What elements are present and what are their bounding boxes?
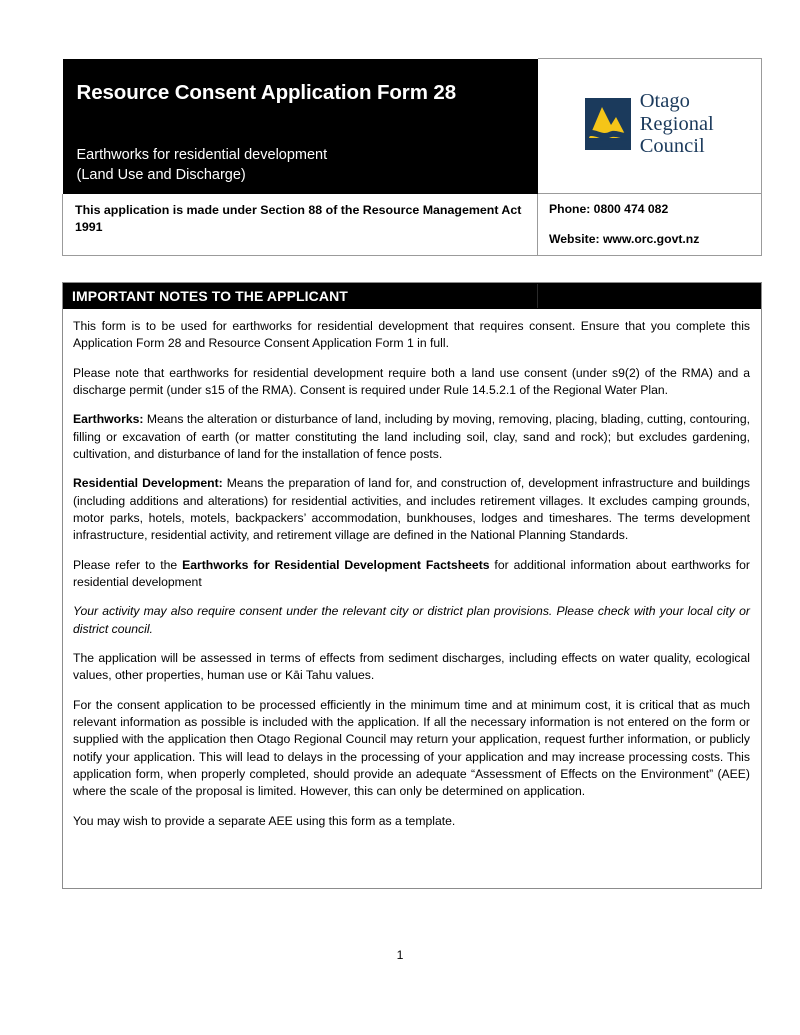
logo-cell	[538, 59, 762, 194]
factsheet-text-post: for additional information about earthworks for residential development	[73, 557, 750, 589]
definition-term: Residential Development:	[73, 476, 223, 491]
notes-paragraph-earthworks-definition	[73, 411, 750, 463]
notes-paragraph: This form is to be used for earthworks for residential development that requires consent. Ensure that you complete this Application Form 28 and Resource Consent Application Form 1 in full.	[73, 319, 750, 351]
page-subtitle-line1: Earthworks for residential development	[76, 146, 328, 163]
header-cell-seam	[537, 284, 538, 308]
important-notes-body	[63, 309, 761, 830]
page-number: 1	[396, 948, 404, 962]
notes-paragraph: The application will be assessed in terms of effects from sediment discharges, including effects on water quality, ecological values, other properties, human use or Kāi Tahu values.	[73, 650, 750, 683]
important-notes-box	[62, 282, 762, 889]
factsheet-text-pre: Please refer to the	[73, 557, 183, 572]
title-cell	[63, 59, 538, 194]
page-subtitle-line2: (Land Use and Discharge)	[76, 166, 246, 183]
otago-mountain-wave-icon	[585, 98, 631, 150]
logo-line-regional: Regional	[639, 112, 714, 135]
important-notes-heading-label: IMPORTANT NOTES TO THE APPLICANT	[72, 288, 348, 304]
contact-details	[538, 194, 762, 256]
page-subtitle	[77, 145, 328, 185]
logo-line-otago: Otago	[639, 89, 690, 112]
page-title: Resource Consent Application Form 28	[76, 80, 457, 104]
factsheet-reference: Earthworks for Residential Development Factsheets	[182, 557, 490, 572]
notes-paragraph-factsheets	[73, 557, 750, 592]
notes-paragraph: You may wish to provide a separate AEE using this form as a template.	[73, 813, 456, 828]
italic-note: Your activity may also require consent under the relevant city or district plan provisions. Please check with your local city or district council.	[73, 604, 750, 636]
orc-logo	[585, 90, 714, 159]
document-header-table	[62, 58, 762, 256]
notes-paragraph-residential-development-definition	[73, 475, 750, 544]
orc-logo-text	[640, 90, 714, 159]
definition-text: Means the preparation of land for, and construction of, development infrastructure and buildings (including additions and alterations) for residential activities, and includes retirement villages. It excludes camping grounds, motor parks, hotels, motels, backpackers’ accommodation, bunkhouses, lodges and timeshares. The terms development infrastructure, residential activity, and retirement village are defined in the National Planning Standards.	[73, 476, 750, 543]
notes-paragraph: Please note that earthworks for residential development require both a land use consent (under s9(2) of the RMA) and a discharge permit (under s15 of the RMA). Consent is required under Rule 14.5.2.1 of the Regional Water Plan.	[73, 365, 750, 397]
contact-phone: Phone: 0800 474 082	[549, 202, 669, 216]
important-notes-heading	[63, 283, 761, 309]
contact-website: Website: www.orc.govt.nz	[549, 231, 700, 246]
legal-statement: This application is made under Section 88 of the Resource Management Act 1991	[63, 194, 538, 256]
definition-term: Earthworks:	[73, 412, 144, 427]
notes-paragraph: For the consent application to be processed efficiently in the minimum time and at minimum cost, it is critical that as much relevant information as possible is included with the application. If all the necessary information is not entered on the form or supplied with the application then Otago Regional Council may return your application, request further information, or publicly notify your application. This will lead to delays in the processing of your application and may increase processing costs. This application form, when properly completed, should provide an adequate “Assessment of Effects on the Environment” (AEE) where the scale of the proposal is limited. However, this can only be determined on application.	[73, 697, 750, 799]
definition-text: Means the alteration or disturbance of land, including by moving, removing, placing, blading, cutting, contouring, filling or excavation of earth (or matter constituting the land including soil, clay, sand and rock); but excludes gardening, cultivation, and disturbance of land for the installation of fence posts.	[73, 412, 750, 461]
logo-line-council: Council	[639, 135, 705, 158]
notes-paragraph-local-council-italic	[73, 603, 750, 638]
